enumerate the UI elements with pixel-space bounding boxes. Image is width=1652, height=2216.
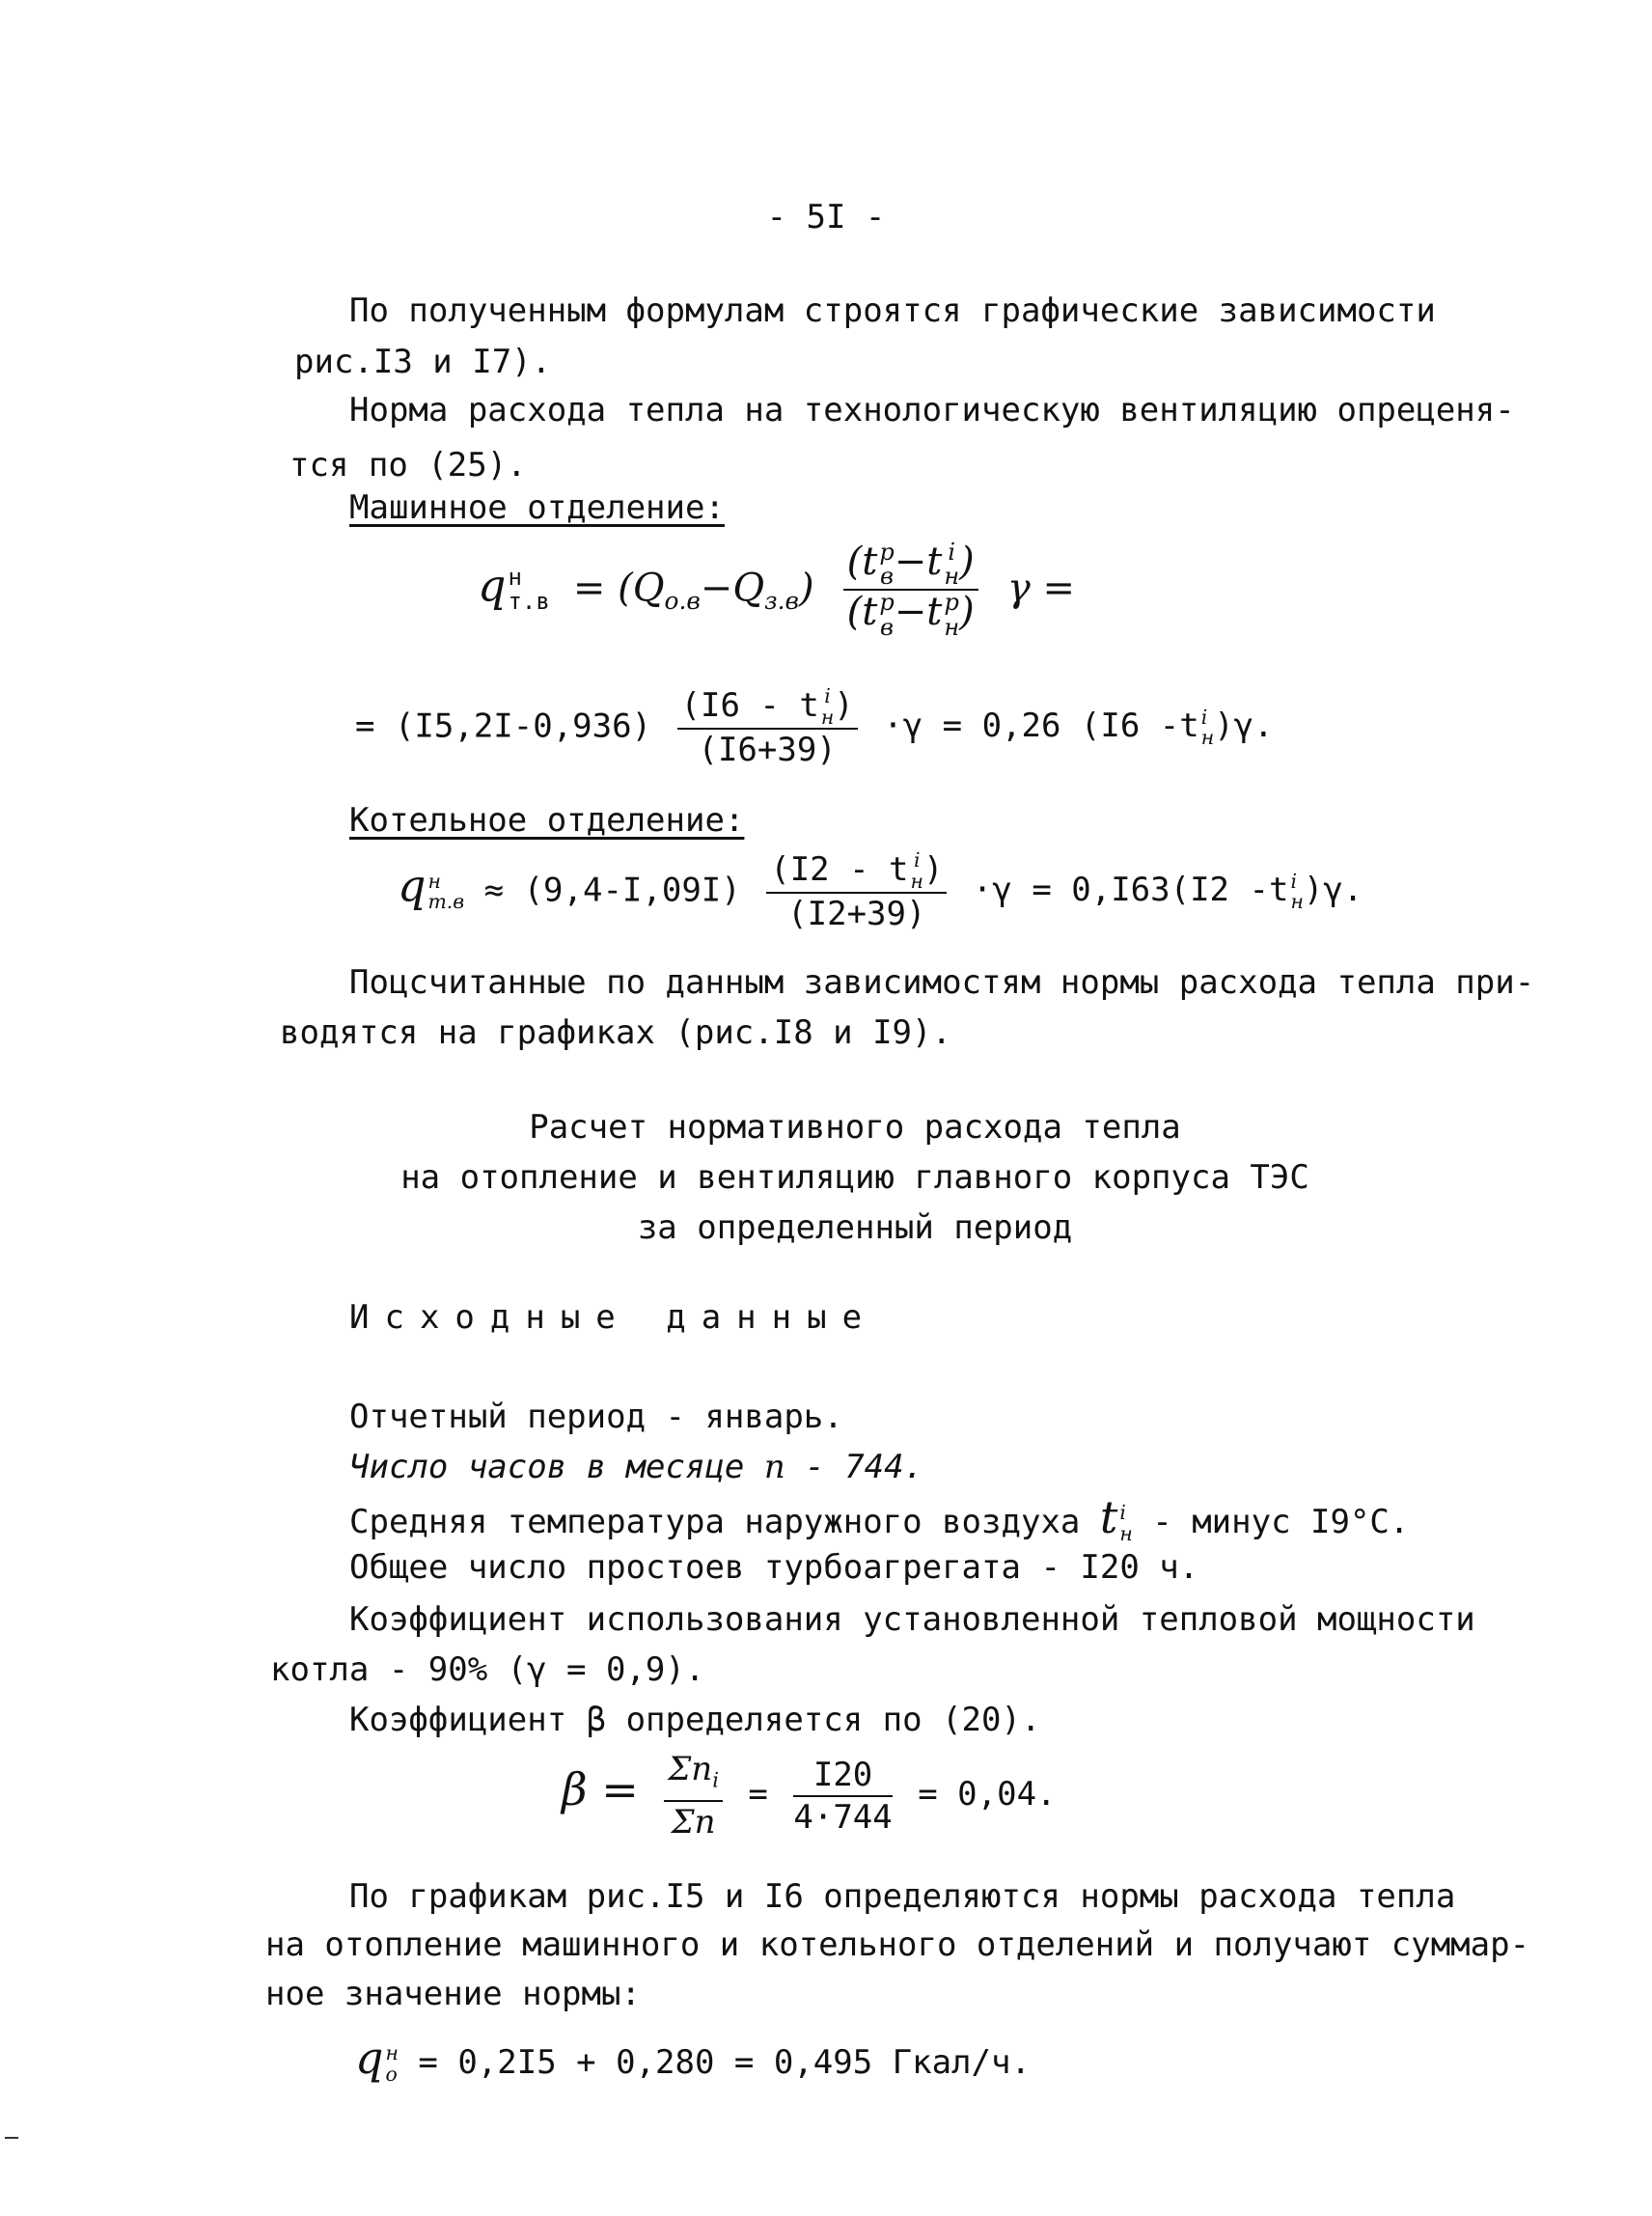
boiler-numerator: (I2 - t i н ) <box>766 849 947 894</box>
boiler-q: q <box>398 859 427 912</box>
section-title-line-1: Расчет нормативного расхода тепла <box>529 1108 1181 1147</box>
input-beta-line: Коэффициент β определяется по (20). <box>349 1701 1041 1739</box>
formula-q-close: ) <box>798 566 814 611</box>
boiler-denominator: (I2+39) <box>787 894 926 933</box>
machine-room-formula <box>478 540 1075 640</box>
beta-denominator-2: 4·744 <box>793 1797 893 1837</box>
input-period: Отчетный период - январь. <box>349 1398 843 1436</box>
formula-q: q <box>478 559 507 612</box>
beta-lhs: β = <box>562 1763 639 1816</box>
boiler-fraction <box>766 849 947 934</box>
formula-gamma: γ = <box>1006 566 1075 611</box>
final-q: q <box>355 2032 384 2084</box>
input-downtime: Общее число простоев турбоагрегата - I20 ч. <box>349 1548 1199 1587</box>
paragraph-2-line-2: водятся на графиках (рис.I8 и I9). <box>280 1013 951 1052</box>
paragraph-1-line-4: тся по (25). <box>289 446 527 485</box>
boiler-prefix: ≈ (9,4-I,09I) <box>483 871 741 910</box>
beta-numerator-2: I20 <box>793 1755 892 1797</box>
margin-mark <box>5 2137 18 2139</box>
beta-fraction-2 <box>793 1755 892 1838</box>
paragraph-1-line-3: Норма расхода тепла на технологическую вентиляцию опреценя- <box>349 391 1515 429</box>
section-title-line-3: за определенный период <box>637 1208 1073 1247</box>
formula-q-sub: т.в <box>508 588 550 616</box>
beta-numerator-1: $\Sigma n_i$ <box>664 1749 723 1802</box>
formula-q-open: = (Q <box>572 566 665 611</box>
paragraph-3-line-1: По графикам рис.I5 и I6 определяются нормы расхода тепла <box>349 1877 1456 1916</box>
machine-room-heading: Машинное отделение: <box>349 488 725 527</box>
final-formula: q н о = 0,2I5 + 0,280 = 0,495 Гкал/ч. <box>355 2032 1031 2086</box>
formula-q-sup: н <box>508 564 522 592</box>
final-rhs: = 0,2I5 + 0,280 = 0,495 Гкал/ч. <box>418 2043 1031 2082</box>
beta-equals: = <box>748 1775 768 1814</box>
calc-fraction <box>677 685 858 770</box>
machine-room-calc <box>355 685 1274 770</box>
calc-prefix: = (I5,2I-0,936) <box>355 706 652 746</box>
input-hours: Число часов в месяце n - 744. <box>349 1448 924 1486</box>
boiler-room-formula: q н т.в ≈ (9,4-I,09I) (I2 - t i н ) (I2+39) ·γ = 0,I63(I2 -t i н )γ. <box>398 848 1363 933</box>
formula-q-zv: з.в <box>764 587 799 616</box>
beta-result: = 0,04. <box>918 1775 1057 1814</box>
formula-denominator: (t р в −t р н ) <box>846 589 975 641</box>
formula-fraction <box>843 540 978 640</box>
paragraph-3-line-2: на отопление машинного и котельного отделений и получают суммар- <box>265 1925 1530 1964</box>
formula-q-minus: −Q <box>700 566 765 611</box>
paragraph-1-line-1: По полученным формулам строятся графические зависимости <box>349 291 1436 330</box>
input-data-heading: Исходные данные <box>349 1298 878 1337</box>
input-temperature: Средняя температура наружного воздуха t i н - минус I9°С. <box>349 1491 1410 1545</box>
formula-numerator: (t р в −t i н ) <box>843 540 978 591</box>
boiler-suffix: ·γ = 0,I63(I2 -t i н )γ. <box>972 869 1363 913</box>
input-coefficient-line-2: котла - 90% (γ = 0,9). <box>270 1650 705 1689</box>
beta-denominator-1: Σn <box>671 1803 716 1842</box>
calc-suffix: ·γ = 0,26 (I6 -t i н )γ. <box>883 705 1274 749</box>
calc-numerator: (I6 - t i н ) <box>677 685 858 730</box>
paragraph-1-line-2: рис.I3 и I7). <box>294 343 552 381</box>
paragraph-3-line-3: ное значение нормы: <box>265 1975 641 2013</box>
beta-fraction-1 <box>664 1749 723 1842</box>
paragraph-2-line-1: Поцсчитанные по данным зависимостям нормы расхода тепла при- <box>349 963 1535 1002</box>
beta-formula <box>562 1749 1057 1842</box>
input-coefficient-line-1: Коэффициент использования установленной тепловой мощности <box>349 1600 1475 1639</box>
boiler-room-heading: Котельное отделение: <box>349 801 745 840</box>
section-title-line-2: на отопление и вентиляцию главного корпуса ТЭС <box>400 1158 1309 1197</box>
calc-denominator: (I6+39) <box>698 730 837 769</box>
formula-q-ov: о.в <box>664 587 701 616</box>
page-number: - 5I - <box>766 198 886 236</box>
